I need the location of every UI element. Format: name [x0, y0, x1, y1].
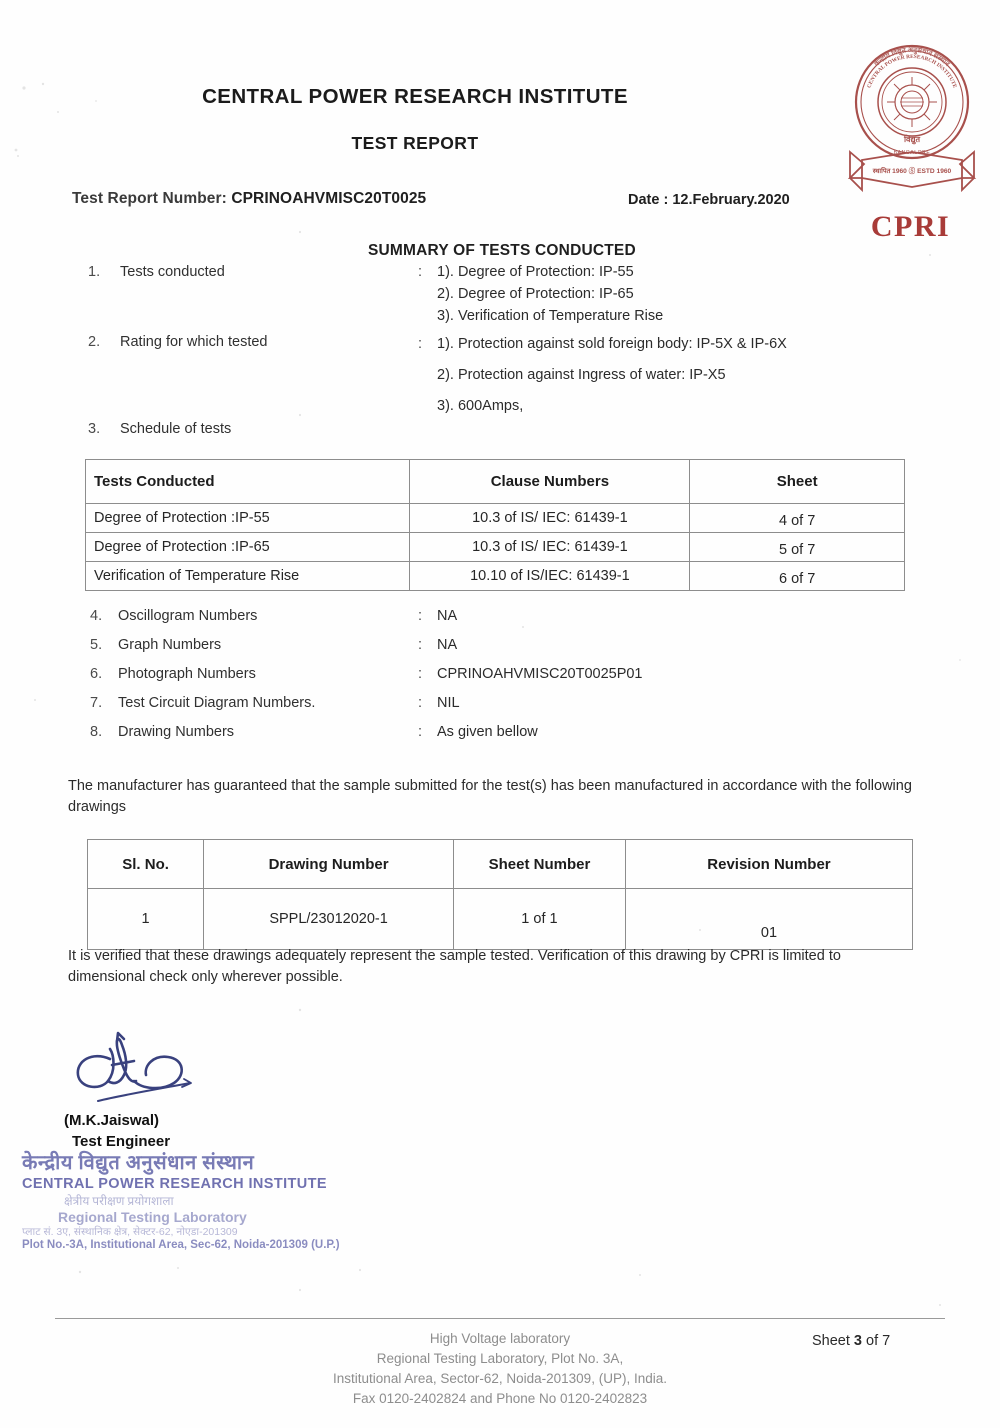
item-2-number: 2. [88, 334, 101, 350]
table-row [86, 504, 905, 533]
manufacturer-guarantee-note: The manufacturer has guaranteed that the sample submitted for the test(s) has been manufactured in accordance with the following drawings [68, 778, 912, 815]
item-7-colon: : [418, 695, 423, 711]
cell-test: Verification of Temperature Rise [86, 562, 410, 591]
sheet-prefix: Sheet [812, 1333, 854, 1349]
sheet-suffix: of 7 [862, 1333, 891, 1349]
table-header-row [86, 460, 905, 504]
item-7-number: 7. [90, 695, 103, 711]
footer-line-3: Institutional Area, Sector-62, Noida-201309, (UP), India. [333, 1371, 667, 1386]
item-5-colon: : [418, 637, 423, 653]
report-number [72, 190, 426, 208]
item-6-number: 6. [90, 666, 103, 682]
item-6-value: CPRINOAHVMISC20T0025P01 [437, 666, 643, 682]
cell-clause: 10.10 of IS/IEC: 61439-1 [410, 562, 690, 591]
item-5-label: Graph Numbers [118, 637, 222, 653]
item-1-value-1: 1). Degree of Protection: IP-55 [437, 264, 634, 280]
item-4-value: NA [437, 608, 458, 624]
cell-test: Degree of Protection :IP-65 [86, 533, 410, 562]
stamp-hindi-lab: क्षेत्रीय परीक्षण प्रयोगशाला [64, 1194, 174, 1208]
document-type-title: TEST REPORT [351, 133, 479, 153]
item-6-label: Photograph Numbers [118, 666, 256, 682]
item-8-colon: : [418, 724, 423, 740]
verification-note: It is verified that these drawings adequately represent the sample tested. Verification of this drawing by CPRI is limited to dimensional check only wherever possible. [68, 948, 841, 985]
item-1-label: Tests conducted [120, 264, 225, 280]
col-clause-numbers: Clause Numbers [410, 460, 690, 504]
col-sheet-number: Sheet Number [453, 840, 625, 889]
table-row [86, 562, 905, 591]
item-3-label: Schedule of tests [120, 421, 232, 437]
stamp-hindi-institute: केन्द्रीय विद्युत अनुसंधान संस्थान [22, 1152, 255, 1174]
cell-sheet: 4 of 7 [690, 504, 905, 533]
drawings-table [87, 839, 913, 950]
cell-clause: 10.3 of IS/ IEC: 61439-1 [410, 504, 690, 533]
cell-sheet-no: 1 of 1 [453, 889, 625, 950]
signatory-role: Test Engineer [72, 1133, 171, 1150]
footer-sheet-indicator [812, 1333, 890, 1349]
item-8-label: Drawing Numbers [118, 724, 235, 740]
table-row [88, 889, 913, 950]
stamp-hindi-address: प्लाट सं. 3ए, संस्थानिक क्षेत्र, सेक्टर-62, नोएडा-201309 [22, 1226, 238, 1238]
item-2-label: Rating for which tested [120, 334, 268, 350]
svg-text:विद्युत: विद्युत [903, 135, 921, 144]
item-1-value-2: 2). Degree of Protection: IP-65 [437, 286, 634, 302]
summary-heading: SUMMARY OF TESTS CONDUCTED [368, 242, 636, 259]
cpri-wordmark: CPRI [870, 210, 951, 243]
stamp-english-address: Plot No.-3A, Institutional Area, Sec-62, Noida-201309 (U.P.) [22, 1239, 340, 1251]
svg-text:स्थापित 1960 Ⓢ ESTD 1960: स्थापित 1960 Ⓢ ESTD 1960 [872, 168, 952, 175]
stamp-english-lab: Regional Testing Laboratory [58, 1209, 247, 1225]
svg-text:केन्द्रीय विद्युत अनुसंधान संस: केन्द्रीय विद्युत अनुसंधान संस्थान [872, 45, 952, 68]
item-4-number: 4. [90, 608, 103, 624]
col-drawing-number: Drawing Number [204, 840, 454, 889]
col-sl-no: Sl. No. [88, 840, 204, 889]
cell-revision-no: 01 [625, 889, 912, 950]
item-4-label: Oscillogram Numbers [118, 608, 258, 624]
cell-sheet: 5 of 7 [690, 533, 905, 562]
cell-test: Degree of Protection :IP-55 [86, 504, 410, 533]
item-1-colon: : [418, 264, 423, 280]
cell-sl-no: 1 [88, 889, 204, 950]
svg-text:BANGALORE: BANGALORE [893, 150, 931, 156]
col-tests-conducted: Tests Conducted [86, 460, 410, 504]
item-4-colon: : [418, 608, 423, 624]
item-1-number: 1. [88, 264, 101, 280]
svg-text:CENTRAL POWER RESEARCH INSTITU: CENTRAL POWER RESEARCH INSTITUTE [866, 53, 958, 89]
handwritten-signature [62, 1025, 262, 1115]
item-5-value: NA [437, 637, 458, 653]
schedule-of-tests-table [85, 459, 905, 591]
item-2-value-3: 3). 600Amps, [437, 398, 524, 414]
item-2-value-2: 2). Protection against Ingress of water: IP-X5 [437, 367, 726, 383]
table-row [86, 533, 905, 562]
cell-sheet: 6 of 7 [690, 562, 905, 591]
footer-divider [55, 1318, 945, 1319]
table-header-row [88, 840, 913, 889]
footer-line-2: Regional Testing Laboratory, Plot No. 3A, [376, 1351, 624, 1366]
official-rubber-stamp [22, 1148, 352, 1251]
item-7-value: NIL [437, 695, 460, 711]
report-number-label: Test Report Number: [72, 190, 227, 207]
item-3-number: 3. [88, 421, 101, 437]
col-revision-number: Revision Number [625, 840, 912, 889]
cpri-logo [838, 32, 998, 243]
stamp-english-institute: CENTRAL POWER RESEARCH INSTITUTE [22, 1176, 327, 1192]
item-2-colon: : [418, 336, 423, 352]
item-7-label: Test Circuit Diagram Numbers. [118, 695, 316, 711]
item-1-value-3: 3). Verification of Temperature Rise [437, 308, 664, 324]
item-2-value-1: 1). Protection against sold foreign body: IP-5X & IP-6X [437, 336, 787, 352]
cell-clause: 10.3 of IS/ IEC: 61439-1 [410, 533, 690, 562]
item-6-colon: : [418, 666, 423, 682]
col-sheet: Sheet [690, 460, 905, 504]
footer-line-1: High Voltage laboratory [429, 1331, 571, 1346]
footer-line-4: Fax 0120-2402824 and Phone No 0120-2402823 [352, 1391, 648, 1406]
item-8-number: 8. [90, 724, 103, 740]
signatory-name: (M.K.Jaiswal) [64, 1112, 160, 1129]
page-title: CENTRAL POWER RESEARCH INSTITUTE [202, 85, 628, 108]
report-date: Date : 12.February.2020 [628, 192, 790, 208]
item-5-number: 5. [90, 637, 103, 653]
cell-drawing-no: SPPL/23012020-1 [204, 889, 454, 950]
report-number-value: CPRINOAHVMISC20T0025 [231, 190, 427, 207]
cpri-emblem-icon [838, 32, 998, 222]
sheet-number: 3 [853, 1333, 862, 1349]
item-8-value: As given bellow [437, 724, 538, 740]
